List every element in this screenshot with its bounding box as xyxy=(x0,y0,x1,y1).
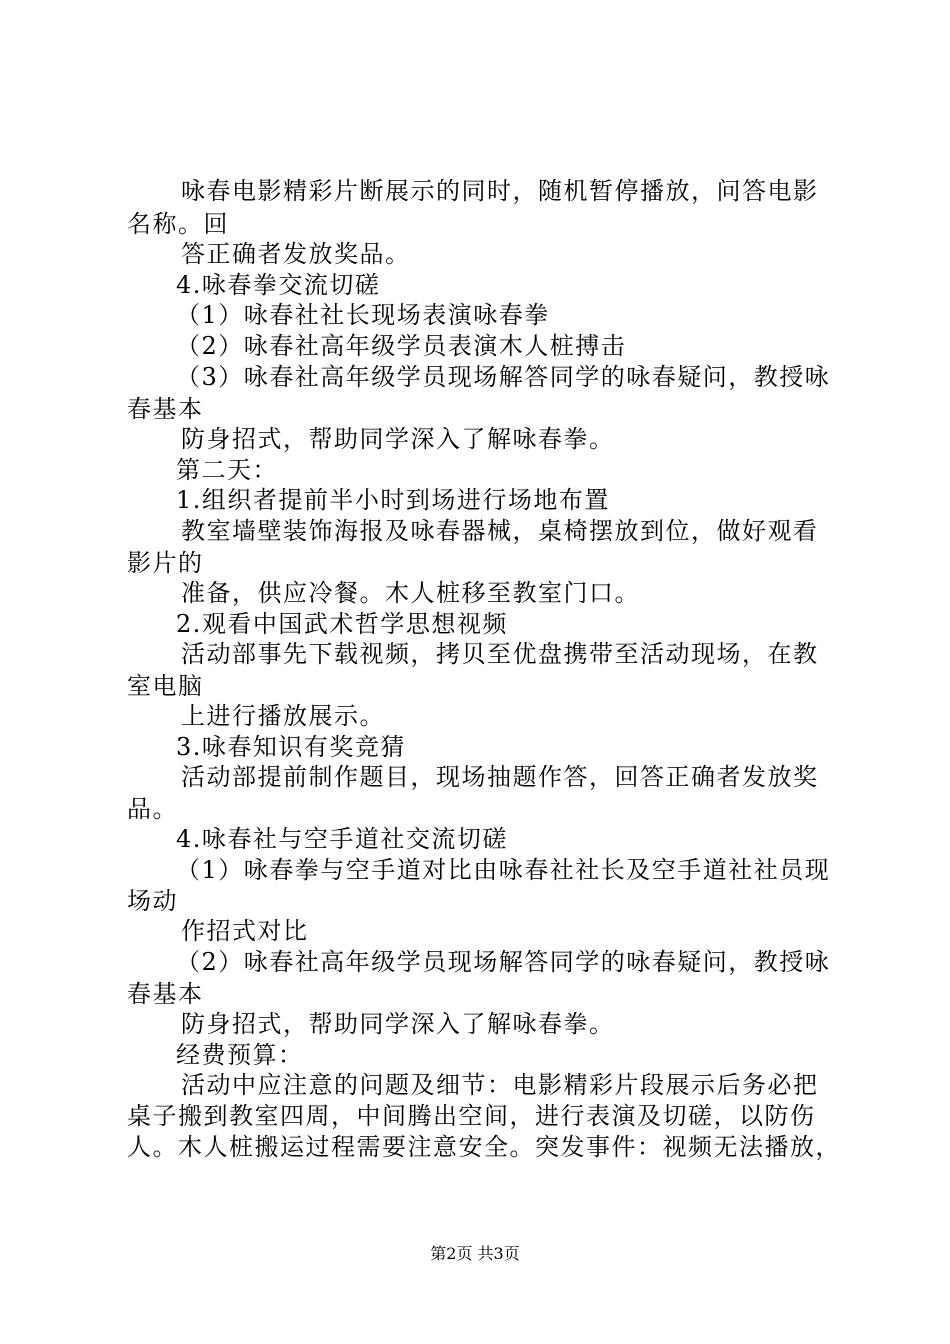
text-line: 桌子搬到教室四周，中间腾出空间，进行表演及切磋，以防伤 xyxy=(127,1102,816,1130)
text-line: 2.观看中国武术哲学思想视频 xyxy=(176,610,508,638)
text-line: 防身招式，帮助同学深入了解咏春拳。 xyxy=(181,425,615,453)
page-number-footer: 第2页 共3页 xyxy=(430,1244,520,1263)
text-line: 影片的 xyxy=(127,549,204,577)
text-line: 咏春电影精彩片断展示的同时，随机暂停播放，问答电影 xyxy=(181,177,819,205)
text-line: 第二天： xyxy=(176,456,278,484)
text-line: 名称。回 xyxy=(127,210,229,238)
text-line: 活动部事先下载视频，拷贝至优盘携带至活动现场，在教 xyxy=(181,640,819,668)
text-line: 春基本 xyxy=(127,980,204,1008)
text-line: 活动部提前制作题目，现场抽题作答，回答正确者发放奖 xyxy=(181,763,819,791)
text-line: （2）咏春社高年级学员表演木人桩搏击 xyxy=(176,332,627,360)
text-line: 室电脑 xyxy=(127,672,204,700)
text-line: 活动中应注意的问题及细节：电影精彩片段展示后务必把 xyxy=(181,1071,819,1099)
text-line: 防身招式，帮助同学深入了解咏春拳。 xyxy=(181,1010,615,1038)
text-line: 3.咏春知识有奖竞猜 xyxy=(176,733,406,761)
text-line: 经费预算： xyxy=(176,1041,304,1069)
text-line: 春基本 xyxy=(127,395,204,423)
text-line: 人。木人桩搬运过程需要注意安全。突发事件：视频无法播放， xyxy=(127,1133,841,1161)
text-line: 4.咏春社与空手道社交流切磋 xyxy=(176,825,508,853)
text-line: 1.组织者提前半小时到场进行场地布置 xyxy=(176,486,610,514)
text-line: 上进行播放展示。 xyxy=(181,702,385,730)
text-line: 4.咏春拳交流切磋 xyxy=(176,271,381,299)
text-line: 场动 xyxy=(127,887,178,915)
text-line: （1）咏春拳与空手道对比由咏春社社长及空手道社社员现 xyxy=(176,856,831,884)
text-line: 答正确者发放奖品。 xyxy=(181,240,411,268)
text-line: （3）咏春社高年级学员现场解答同学的咏春疑问，教授咏 xyxy=(176,363,831,391)
text-line: 作招式对比 xyxy=(181,917,309,945)
text-line: 教室墙壁装饰海报及咏春器械，桌椅摆放到位，做好观看 xyxy=(181,517,819,545)
text-line: （2）咏春社高年级学员现场解答同学的咏春疑问，教授咏 xyxy=(176,948,831,976)
text-line: 品。 xyxy=(127,795,178,823)
text-line: 准备，供应冷餐。木人桩移至教室门口。 xyxy=(181,579,640,607)
text-line: （1）咏春社社长现场表演咏春拳 xyxy=(176,301,550,329)
